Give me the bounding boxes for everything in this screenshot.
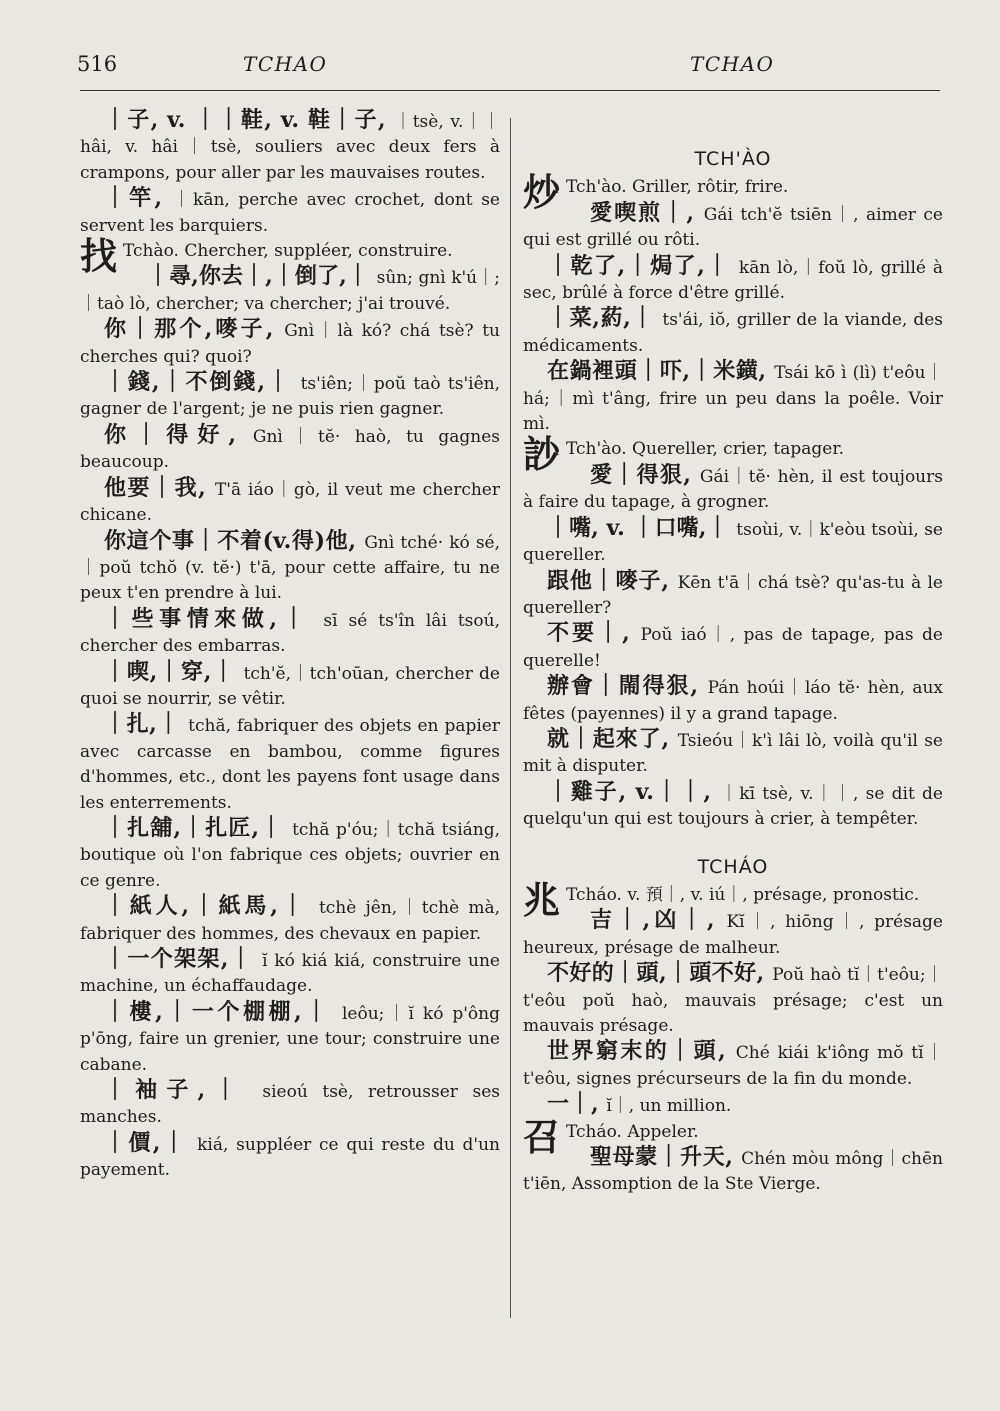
running-head-left: TCHAO [243, 52, 328, 76]
dictionary-sub-entry [523, 254, 943, 307]
dictionary-sub-entry [523, 516, 943, 569]
dictionary-sub-entry [523, 569, 943, 622]
entry-definition: Tchào. Chercher, suppléer, construire. [123, 241, 453, 262]
chinese-phrase: ｜雞子, v.｜｜, [547, 778, 721, 805]
entry-definition: kān lò,｜foŭ lò, grillé à sec, brûlé à force d'être grillé. [523, 257, 943, 304]
dictionary-sub-entry [80, 1131, 500, 1184]
chinese-phrase: ｜價,｜ [104, 1129, 198, 1156]
entry-definition: Ché kiái k'iông mŏ tĭ｜t'eôu, signes précurseurs de la fin du monde. [523, 1043, 943, 1089]
chinese-phrase: ｜扎,｜ [104, 711, 189, 738]
headword-character: 訬 [523, 432, 560, 477]
chinese-phrase: ｜乾了,｜焗了,｜ [547, 252, 739, 279]
entry-definition: Gnì｜là kó? chá tsè? tu cherches qui? quoi? [80, 321, 501, 367]
dictionary-sub-entry [80, 317, 500, 370]
running-head-right: TCHAO [690, 52, 775, 76]
entry-definition: tsoùi, v.｜k'eòu tsoùi, se quereller. [523, 519, 943, 566]
entry-definition: Gnì tché· kó sé,｜poŭ tchŏ (v. tĕ·) t'ā, pour cette affaire, tu ne peux t'en prendre à lui. [80, 532, 501, 604]
left-column [80, 108, 500, 1184]
entry-definition: sī sé ts'în lâi tsoú, chercher des embarras. [80, 610, 500, 657]
chinese-phrase: 吉｜,凶｜, [590, 907, 727, 934]
chinese-phrase: 在鍋裡頭｜吓,｜米鐄, [547, 358, 775, 385]
dictionary-sub-entry [523, 727, 943, 780]
chinese-phrase: ｜些事情來做,｜ [104, 605, 324, 632]
entry-definition: Poŭ iaó｜, pas de tapage, pas de querelle! [523, 625, 943, 671]
chinese-phrase: 愛｜得狠, [590, 461, 700, 488]
dictionary-sub-entry [80, 264, 500, 317]
dictionary-sub-entry [80, 423, 500, 476]
entry-definition: T'ā iáo｜gò, il veut me chercher chicane. [80, 479, 500, 526]
dictionary-sub-entry [523, 1145, 943, 1198]
entry-definition: Poŭ haò tĭ｜t'eôu;｜t'eôu poŭ haò, mauvais présage; c'est un mauvais présage. [523, 965, 943, 1036]
chinese-phrase: ｜樓,｜一个棚棚,｜ [104, 998, 342, 1025]
chinese-phrase: ｜扎舖,｜扎匠,｜ [104, 814, 293, 841]
chinese-phrase: 你｜那个,嘜子, [104, 316, 285, 343]
chinese-phrase: ｜一个架架,｜ [104, 946, 263, 972]
chinese-phrase: 不要｜, [547, 620, 641, 647]
entry-definition: Tsieóu｜k'ì lâi lò, voilà qu'il se mit à disputer. [523, 730, 943, 777]
chinese-phrase: 就｜起來了, [547, 725, 678, 752]
entry-definition: Tcháo. v. 預｜, v. iú｜, présage, pronostic. [566, 884, 920, 905]
entry-definition: Gái｜tĕ· hèn, il est toujours à faire du tapage, à grogner. [523, 466, 943, 513]
entry-definition: tchă p'óu;｜tchă tsiáng, boutique où l'on fabrique ces objets; ouvrier en ce genre. [80, 819, 501, 891]
chinese-phrase: ｜子, v. ｜｜鞋, v. 鞋｜子, [104, 107, 395, 133]
dictionary-sub-entry [523, 306, 943, 359]
entry-definition: tchè jên,｜tchè mà, fabriquer des hommes, des chevaux en papier. [80, 898, 500, 944]
dictionary-sub-entry [523, 201, 943, 254]
dictionary-sub-entry [80, 607, 500, 660]
entry-definition: sieoú tsè, retrousser ses manches. [80, 1082, 501, 1128]
entry-definition: ĭ｜, un million. [606, 1096, 732, 1117]
dictionary-sub-entry [523, 463, 943, 516]
dictionary-sub-entry [523, 961, 943, 1039]
right-column [523, 147, 943, 1198]
chinese-phrase: ｜紙人,｜紙馬,｜ [104, 893, 319, 920]
entry-definition: Gnì｜tĕ· haò, tu gagnes beaucoup. [80, 426, 500, 473]
entry-definition: Tch'ào. Griller, rôtir, frire. [566, 177, 789, 198]
chinese-phrase: ｜菜,葯,｜ [547, 305, 663, 332]
entry-definition: ts'ái, iŏ, griller de la viande, des médicaments. [523, 310, 943, 356]
entry-definition: ｜tsè, v.｜｜hâi, v. hâi｜tsè, souliers avec deux fers à crampons, pour aller par les mauvaises routes. [80, 112, 500, 183]
chinese-phrase: 他要｜我, [104, 474, 215, 501]
chinese-phrase: 不好的｜頭,｜頭不好, [547, 960, 773, 987]
entry-definition: tchă, fabriquer des objets en papier avec carcasse en bambou, comme figures d'hommes, etc., dont les payens font usage dans les enterrements. [80, 716, 500, 813]
dictionary-sub-entry [80, 108, 500, 186]
entry-definition: kiá, suppléer ce qui reste du d'un payement. [80, 1134, 500, 1181]
chinese-phrase: ｜竿, [104, 185, 173, 212]
dictionary-sub-entry [523, 359, 943, 437]
column-divider [510, 118, 511, 1318]
entry-definition: ｜kān, perche avec crochet, dont se servent les barquiers. [80, 190, 500, 236]
entry-definition: Tcháo. Appeler. [566, 1121, 699, 1142]
headword-character: 兆 [523, 877, 560, 922]
dictionary-sub-entry [80, 529, 500, 607]
dictionary-sub-entry [80, 712, 500, 816]
entry-definition: Kēn t'ā｜chá tsè? qu'as-tu à le quereller? [523, 572, 943, 618]
entry-definition: leôu;｜ĭ kó p'ông p'ōng, faire un grenier, une tour; construire une cabane. [80, 1003, 500, 1075]
headword-character: 找 [80, 234, 117, 279]
chinese-phrase: ｜嘴, v. ｜口嘴,｜ [547, 514, 737, 541]
dictionary-sub-entry [80, 947, 500, 1000]
entry-definition: tch'ĕ,｜tch'oūan, chercher de quoi se nourrir, se vêtir. [80, 663, 500, 709]
dictionary-sub-entry [523, 1092, 943, 1119]
entry-definition: ｜kī tsè, v.｜｜, se dit de quelqu'un qui est toujours à crier, à tempêter. [523, 783, 943, 830]
header-rule [80, 90, 940, 91]
chinese-phrase: 你這个事｜不着(v.得)他, [104, 527, 365, 554]
chinese-phrase: 一｜, [547, 1091, 607, 1118]
dictionary-sub-entry [523, 674, 943, 727]
dictionary-sub-entry [80, 660, 500, 713]
page-header [0, 52, 1000, 82]
entry-definition: sûn; gnì k'ú｜;｜taò lò, chercher; va chercher; j'ai trouvé. [80, 268, 501, 314]
chinese-phrase: 辦會｜閙得狠, [547, 673, 708, 700]
chinese-phrase: 跟他｜嘜子, [547, 567, 678, 594]
dictionary-sub-entry [80, 186, 500, 239]
entry-definition: Tch'ào. Quereller, crier, tapager. [566, 439, 844, 460]
dictionary-sub-entry [523, 908, 943, 961]
dictionary-sub-entry [80, 476, 500, 529]
chinese-phrase: ｜袖子,｜ [104, 1077, 263, 1104]
dictionary-sub-entry [523, 1039, 943, 1092]
dictionary-sub-entry [80, 1000, 500, 1078]
dictionary-sub-entry [523, 780, 943, 833]
section-heading-tchao-3: TCH'ÀO [694, 148, 772, 170]
entry-definition: ts'iên;｜poŭ taò ts'iên, gagner de l'argent; je ne puis rien gagner. [80, 374, 500, 420]
chinese-phrase: 世界窮末的｜頭, [547, 1038, 736, 1065]
page-number: 516 [77, 52, 118, 76]
dictionary-sub-entry [80, 894, 500, 947]
entry-definition: Pán hoúi｜láo tĕ· hèn, aux fêtes (payennes) il y a grand tapage. [523, 678, 943, 724]
headword-character: 召 [523, 1114, 560, 1159]
chinese-phrase: ｜尋,你去｜,｜倒了,｜ [147, 263, 377, 290]
chinese-phrase: ｜錢,｜不倒錢,｜ [104, 369, 301, 396]
entry-definition: ĭ kó kiá kiá, construire une machine, un échaffaudage. [80, 951, 500, 997]
entry-definition: Chén mòu mông｜chēn t'iēn, Assomption de la Ste Vierge. [523, 1149, 943, 1195]
dictionary-sub-entry [523, 621, 943, 674]
entry-definition: Gái tch'ĕ tsiēn｜, aimer ce qui est grillé ou rôti. [523, 204, 943, 251]
headword-character: 炒 [523, 170, 560, 215]
dictionary-sub-entry [80, 1078, 500, 1131]
entry-definition: Kĭ｜, hiōng｜, présage heureux, présage de malheur. [523, 912, 943, 958]
dictionary-sub-entry [80, 370, 500, 423]
chinese-phrase: ｜喫,｜穿,｜ [104, 658, 244, 685]
section-heading-tchao-4: TCHÁO [697, 855, 769, 878]
chinese-phrase: 你｜得好, [104, 421, 253, 448]
dictionary-sub-entry [80, 816, 500, 894]
chinese-phrase: 愛喫煎｜, [590, 199, 704, 226]
chinese-phrase: 聖母蒙｜升天, [590, 1144, 742, 1171]
entry-definition: Tsái kō ì (lì) t'eôu｜há;｜mì t'âng, frire un peu dans la poêle. Voir mì. [523, 363, 943, 435]
